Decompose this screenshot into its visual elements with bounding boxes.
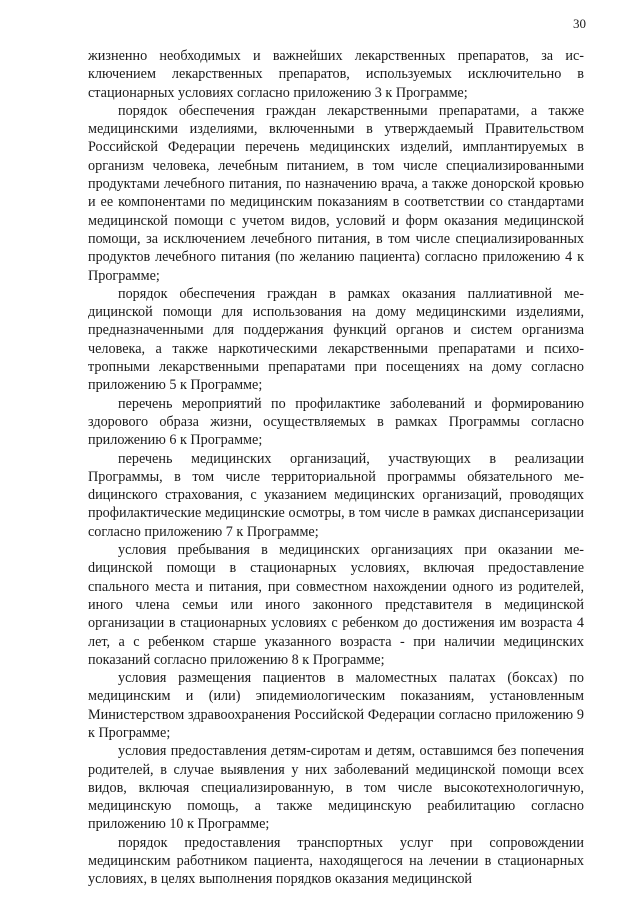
paragraph: условия пребывания в медицинских организациях при оказании меdицинской помощи в стационарных условиях, включая предоставление спального места и питания, при совместном нахождении одного из родителей, иного члена семьи или иного законного представителя в медицинской организации в стационарных условиях с ребенком до достижения им возраста 4 лет, а с ребенком старше указанного возраста - при наличии медицинских показаний согласно приложению 8 к Программе;	[88, 542, 584, 668]
paragraph: порядок обеспечения граждан лекарственными препаратами, а также медицинскими изделиями, включенными в утверждаемый Правительством Российской Федерации перечень медицинских изделий, имплантируемых в организм человека, лечебным питанием, в том числе специализированными продуктами лечебного питания, по назначению врача, а также донорской кровью и ее компонентами по медицинским показаниям в соответствии со стандартами медицинской помощи с учетом видов, условий и форм оказания медицинской помощи, за исключением лечебного питания, в том числе специализированных продуктов лечебного питания (по желанию пациента) согласно приложению 4 к Программе;	[88, 102, 584, 284]
paragraph: перечень мероприятий по профилактике заболеваний и формированию здорового образа жизни, осуществляемых в рамках Программы согласно приложению 6 к Программе;	[88, 395, 584, 449]
paragraph: перечень медицинских организаций, участвующих в реализации Программы, в том числе территориальной программы обязательного меdицинского страхования, с указанием медицинских организаций, проводящих профилактические медицинские осмотры, в том числе в рамках диспансеризации согласно приложению 7 к Программе;	[88, 450, 584, 540]
paragraph: условия размещения пациентов в маломестных палатах (боксах) по медицинским и (или) эпидемиологическим показаниям, установленным Министерством здравоохранения Российской Федерации согласно приложению 9 к Программе;	[88, 670, 584, 741]
paragraph: жизненно необходимых и важнейших лекарственных препаратов, за исключением лекарственных препаратов, используемых исключительно в стационарных условиях согласно приложению 3 к Программе;	[88, 48, 584, 101]
paragraph: порядок обеспечения граждан в рамках оказания паллиативной медицинской помощи для использования на дому медицинскими изделиями, предназначенными для поддержания функций органов и систем организма человека, а также наркотическими лекарственными препаратами и психотропными лекарственными препаратами при посещениях на дому согласно приложению 5 к Программе;	[88, 285, 584, 394]
paragraph: порядок предоставления транспортных услуг при сопровождении медицинским работником пациента, находящегося на лечении в стационарных условиях, в целях выполнения порядков оказания медицинской	[88, 834, 584, 888]
page-number: 30	[573, 16, 586, 31]
document-body	[88, 47, 584, 889]
paragraph: условия предоставления детям-сиротам и детям, оставшимся без попечения родителей, в случае выявления у них заболеваний медицинской помощи всех видов, включая специализированную, в том числе высокотехнологичную, медицинскую помощь, а также медицинскую реабилитацию согласно приложению 10 к Программе;	[88, 743, 584, 833]
